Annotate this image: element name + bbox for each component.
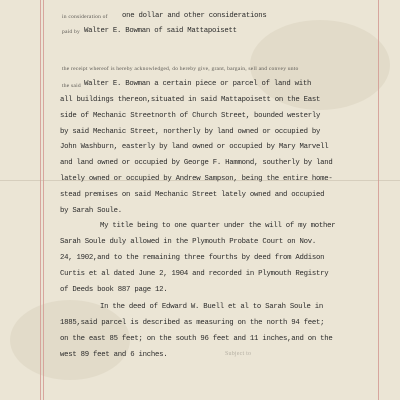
printed-consideration xyxy=(62,14,108,20)
printed-receipt-clause: the receipt whereof is hereby acknowledged, do hereby give, grant, bargain, sell and convey unto xyxy=(62,66,299,72)
body-line: all buildings thereon,situated in said Mattapoisett on the East xyxy=(60,96,321,104)
para2-line: 24, 1902,and to the remaining three fourths by deed from Addison xyxy=(60,254,325,262)
para3-line: In the deed of Edward W. Buell et al to Sarah Soule in xyxy=(100,303,323,311)
para2-line: of Deeds book 887 page 12. xyxy=(60,286,168,294)
body-line: Walter E. Bowman a certain piece or parcel of land with xyxy=(84,80,312,88)
para2-line: My title being to one quarter under the will of my mother xyxy=(100,222,336,230)
para2-line: Curtis et al dated June 2, 1904 and recorded in Plymouth Registry xyxy=(60,270,329,278)
body-line: by said Mechanic Street, northerly by land owned or occupied by xyxy=(60,128,321,136)
printed-paid-by: paid by xyxy=(62,29,81,35)
body-line: lately owned or occupied by Andrew Sampson, being the entire home- xyxy=(60,175,333,183)
margin-rule-left-inner xyxy=(43,0,44,400)
para3-line: on the east 85 feet; on the south 96 feet and 11 inches,and on the xyxy=(60,335,333,343)
typed-amount: one dollar and other considerations xyxy=(122,12,267,20)
margin-rule-right xyxy=(378,0,379,400)
para3-line: west 89 feet and 6 inches. xyxy=(60,351,168,359)
typed-payer: Walter E. Bowman of said Mattapoisett xyxy=(84,27,237,35)
body-line: John Washburn, easterly by land owned or occupied by Mary Marvell xyxy=(60,143,329,151)
margin-rule-left xyxy=(40,0,41,400)
body-line: and land owned or occupied by George F. Hammond, southerly by land xyxy=(60,159,333,167)
body-line: stead premises on said Mechanic Street lately owned and occupied xyxy=(60,191,325,199)
printed-the-said: the said xyxy=(62,83,81,89)
body-line: by Sarah Soule. xyxy=(60,207,122,215)
printed-label: in consideration of xyxy=(62,14,108,20)
para2-line: Sarah Soule duly allowed in the Plymouth Probate Court on Nov. xyxy=(60,238,316,246)
faint-bleed-text: Subject to xyxy=(225,351,252,357)
para3-line: 1885,said parcel is described as measuring on the north 94 feet; xyxy=(60,319,325,327)
body-line: side of Mechanic Streetnorth of Church Street, bounded westerly xyxy=(60,112,321,120)
